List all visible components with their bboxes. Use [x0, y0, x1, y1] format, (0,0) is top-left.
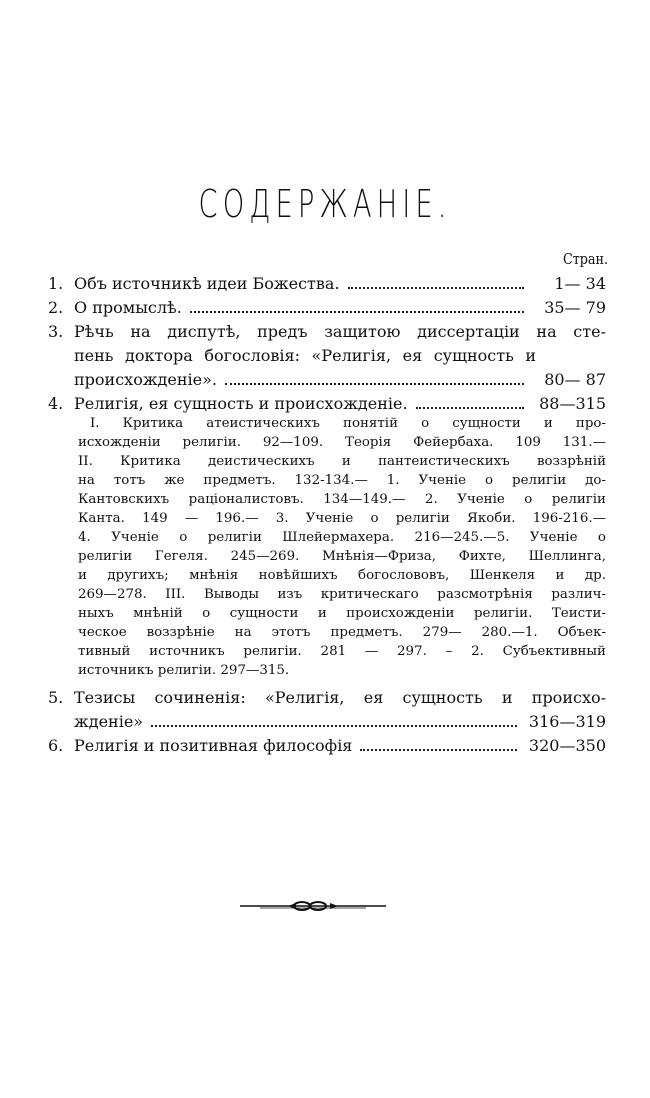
detail-line: ческое воззрѣніе на этотъ предметъ. 279— 280.—1. Объек- [78, 625, 606, 640]
entry-title: Религія, ея сущность и происхожденіе. [74, 394, 408, 413]
entry-4-details [78, 414, 606, 680]
entry-pages: 80— 87 [544, 370, 606, 389]
dot-leader [348, 272, 524, 289]
toc-entry-5-line-2 [48, 710, 606, 734]
detail-line: 4. Ученіе о религіи Шлейермахера. 216—245.—5. Ученіе о [78, 530, 606, 545]
toc-entry-3-line-3 [48, 368, 606, 392]
dot-leader [225, 368, 524, 385]
entry-title-line: Рѣчь на диспутѣ, предъ защитою диссертаціи на сте- [74, 322, 606, 341]
detail-line: 269—278. III. Выводы изъ критическаго разсмотрѣнія различ- [78, 587, 606, 602]
entry-title: О промыслѣ. [74, 298, 182, 317]
toc-entry-4 [48, 392, 606, 416]
detail-line: Кантовскихъ раціоналистовъ. 134—149.— 2. Ученіе о религіи [78, 492, 606, 507]
entry-number: 3. [48, 322, 64, 341]
entry-title: Объ источникѣ идеи Божества. [74, 274, 340, 293]
entry-pages: 1— 34 [554, 274, 606, 293]
toc-entry-3 [48, 320, 606, 344]
entry-pages: 316—319 [528, 712, 606, 731]
toc-entry-6 [48, 734, 606, 758]
entry-number: 5. [48, 688, 64, 707]
ornament-divider-icon [240, 897, 386, 915]
entry-number: 6. [48, 736, 64, 755]
dot-leader [151, 710, 517, 727]
entry-number: 1. [48, 274, 64, 293]
detail-line: тивный источникъ религіи. 281 — 297. – 2. Субъективный [78, 644, 606, 659]
toc-entry-5 [48, 686, 606, 710]
dot-leader [416, 392, 524, 409]
page-title: СОДЕРЖАНІЕ. [198, 182, 452, 226]
detail-line: источникъ религіи. 297—315. [78, 663, 290, 678]
entry-title-line: пень доктора богословія: «Религія, ея сущность и [74, 346, 536, 365]
detail-line: Канта. 149 — 196.— 3. Ученіе о религіи Якоби. 196-216.— [78, 511, 606, 526]
entry-number: 2. [48, 298, 64, 317]
indent [48, 368, 74, 392]
entry-number: 4. [48, 394, 64, 413]
entry-title-line: жденіе» [74, 712, 144, 731]
detail-line: ныхъ мнѣній о сущности и происхожденіи религіи. Теисти- [78, 606, 606, 621]
toc-entry-3-line-2 [48, 344, 606, 368]
detail-line: II. Критика деистическихъ и пантеистическихъ воззрѣній [78, 454, 606, 469]
dot-leader [190, 296, 524, 313]
toc-entry-1 [48, 272, 606, 296]
indent [48, 344, 74, 368]
entry-pages: 320—350 [528, 736, 606, 755]
page-column-header: Стран. [562, 250, 608, 268]
entry-title-line: Тезисы сочиненія: «Религія, ея сущность и происхо- [74, 688, 606, 707]
detail-line: исхожденіи религіи. 92—109. Теорія Фейербаха. 109 131.— [78, 435, 606, 450]
entry-pages: 88—315 [539, 394, 606, 413]
toc-entry-2 [48, 296, 606, 320]
detail-line: и другихъ; мнѣнія новѣйшихъ богослововъ, Шенкеля и др. [78, 568, 606, 583]
entry-title: Религія и позитивная философія [74, 736, 353, 755]
dot-leader [360, 734, 517, 751]
indent [48, 710, 74, 734]
detail-line: на тотъ же предметъ. 132-134.— 1. Ученіе о религіи до- [78, 473, 606, 488]
entry-title-line: происхожденіе». [74, 370, 217, 389]
entry-pages: 35— 79 [544, 298, 606, 317]
detail-line: религіи Гегеля. 245—269. Мнѣнія—Фриза, Фихте, Шеллинга, [78, 549, 606, 564]
detail-line: I. Критика атеистическихъ понятій о сущности и про- [90, 416, 606, 431]
